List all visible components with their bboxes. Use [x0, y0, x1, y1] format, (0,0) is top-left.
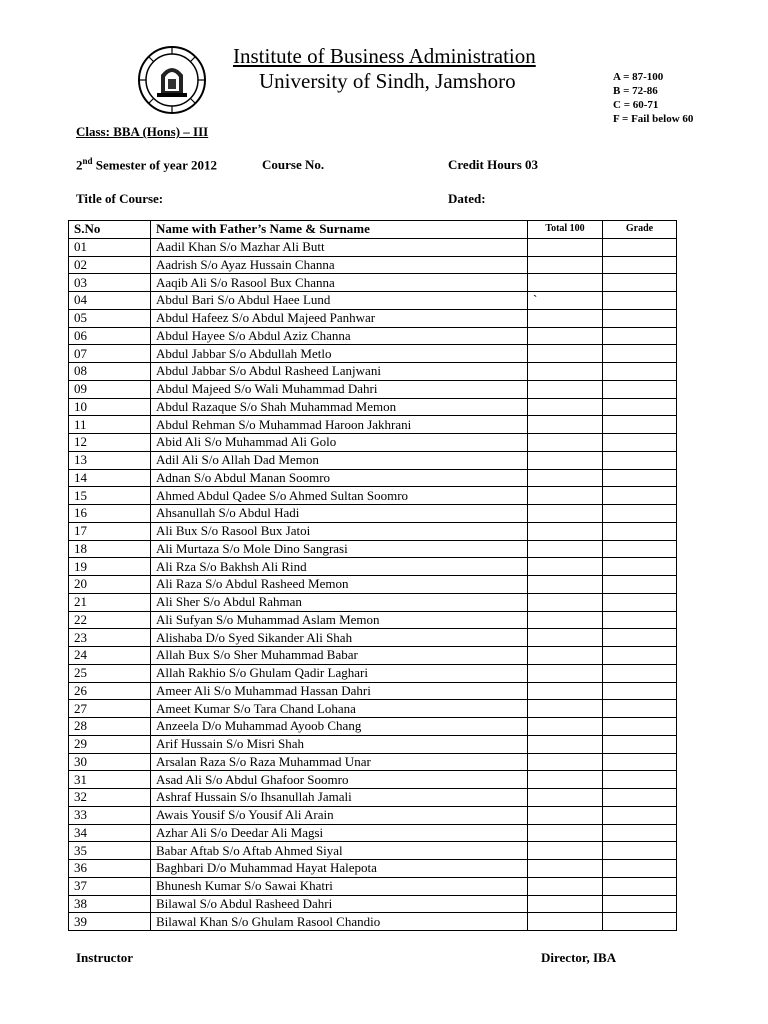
row-total-cell	[528, 611, 603, 629]
row-sno: 33	[69, 806, 151, 824]
row-total-cell	[528, 700, 603, 718]
row-sno: 17	[69, 522, 151, 540]
row-grade-cell	[603, 274, 677, 292]
row-student-name: Ameet Kumar S/o Tara Chand Lohana	[151, 700, 528, 718]
row-student-name: Abid Ali S/o Muhammad Ali Golo	[151, 434, 528, 452]
row-sno: 16	[69, 505, 151, 523]
row-total-cell	[528, 345, 603, 363]
row-sno: 02	[69, 256, 151, 274]
semester-suffix: nd	[82, 156, 93, 166]
row-total-cell	[528, 238, 603, 256]
row-grade-cell	[603, 842, 677, 860]
table-row	[69, 647, 677, 665]
table-row	[69, 451, 677, 469]
grade-legend-f: F = Fail below 60	[613, 113, 694, 125]
row-sno: 18	[69, 540, 151, 558]
row-sno: 23	[69, 629, 151, 647]
row-grade-cell	[603, 682, 677, 700]
table-row	[69, 434, 677, 452]
row-grade-cell	[603, 718, 677, 736]
table-row	[69, 398, 677, 416]
row-total-cell	[528, 487, 603, 505]
col-header-total: Total 100	[528, 221, 603, 239]
row-grade-cell	[603, 593, 677, 611]
row-student-name: Abdul Razaque S/o Shah Muhammad Memon	[151, 398, 528, 416]
row-sno: 04	[69, 292, 151, 310]
row-total-cell	[528, 363, 603, 381]
table-row	[69, 522, 677, 540]
row-total-cell	[528, 380, 603, 398]
row-total-cell	[528, 522, 603, 540]
row-grade-cell	[603, 487, 677, 505]
row-student-name: Ali Sufyan S/o Muhammad Aslam Memon	[151, 611, 528, 629]
row-grade-cell	[603, 309, 677, 327]
semester-line	[76, 156, 217, 173]
row-total-cell	[528, 824, 603, 842]
row-student-name: Bhunesh Kumar S/o Sawai Khatri	[151, 877, 528, 895]
row-student-name: Alishaba D/o Syed Sikander Ali Shah	[151, 629, 528, 647]
row-total-cell	[528, 398, 603, 416]
course-title-label: Title of Course:	[76, 191, 164, 206]
table-row	[69, 380, 677, 398]
row-total-cell	[528, 256, 603, 274]
row-sno: 32	[69, 789, 151, 807]
semester-number: 2	[76, 157, 83, 173]
row-student-name: Allah Bux S/o Sher Muhammad Babar	[151, 647, 528, 665]
row-student-name: Aadrish S/o Ayaz Hussain Channa	[151, 256, 528, 274]
row-sno: 25	[69, 664, 151, 682]
table-row	[69, 771, 677, 789]
row-student-name: Ahsanullah S/o Abdul Hadi	[151, 505, 528, 523]
table-row	[69, 593, 677, 611]
row-total-cell	[528, 558, 603, 576]
table-row	[69, 789, 677, 807]
row-sno: 06	[69, 327, 151, 345]
row-student-name: Bilawal Khan S/o Ghulam Rasool Chandio	[151, 913, 528, 931]
grade-legend-a: A = 87-100	[613, 71, 664, 83]
row-sno: 37	[69, 877, 151, 895]
institute-title: Institute of Business Administration	[233, 44, 536, 68]
row-total-cell	[528, 505, 603, 523]
row-total-cell	[528, 274, 603, 292]
row-grade-cell	[603, 345, 677, 363]
row-sno: 36	[69, 860, 151, 878]
row-sno: 38	[69, 895, 151, 913]
row-sno: 15	[69, 487, 151, 505]
row-sno: 14	[69, 469, 151, 487]
row-total-cell	[528, 753, 603, 771]
row-sno: 28	[69, 718, 151, 736]
row-total-cell	[528, 416, 603, 434]
row-grade-cell	[603, 913, 677, 931]
dated-label: Dated:	[448, 191, 486, 206]
row-total-cell	[528, 434, 603, 452]
row-sno: 01	[69, 238, 151, 256]
table-row	[69, 682, 677, 700]
row-sno: 24	[69, 647, 151, 665]
table-row	[69, 363, 677, 381]
row-grade-cell	[603, 700, 677, 718]
row-grade-cell	[603, 877, 677, 895]
row-grade-cell	[603, 292, 677, 310]
row-grade-cell	[603, 469, 677, 487]
row-sno: 26	[69, 682, 151, 700]
row-student-name: Allah Rakhio S/o Ghulam Qadir Laghari	[151, 664, 528, 682]
row-sno: 30	[69, 753, 151, 771]
row-grade-cell	[603, 416, 677, 434]
row-student-name: Ali Sher S/o Abdul Rahman	[151, 593, 528, 611]
table-row	[69, 824, 677, 842]
row-total-cell	[528, 806, 603, 824]
row-grade-cell	[603, 540, 677, 558]
row-grade-cell	[603, 895, 677, 913]
row-grade-cell	[603, 238, 677, 256]
table-row	[69, 895, 677, 913]
table-row	[69, 558, 677, 576]
row-student-name: Adnan S/o Abdul Manan Soomro	[151, 469, 528, 487]
row-student-name: Ali Murtaza S/o Mole Dino Sangrasi	[151, 540, 528, 558]
row-total-cell	[528, 647, 603, 665]
table-row	[69, 416, 677, 434]
row-sno: 27	[69, 700, 151, 718]
row-grade-cell	[603, 434, 677, 452]
row-total-cell	[528, 913, 603, 931]
row-grade-cell	[603, 558, 677, 576]
row-sno: 19	[69, 558, 151, 576]
row-student-name: Ali Raza S/o Abdul Rasheed Memon	[151, 576, 528, 594]
table-row	[69, 505, 677, 523]
row-sno: 21	[69, 593, 151, 611]
row-sno: 35	[69, 842, 151, 860]
row-student-name: Bilawal S/o Abdul Rasheed Dahri	[151, 895, 528, 913]
row-sno: 13	[69, 451, 151, 469]
row-student-name: Adil Ali S/o Allah Dad Memon	[151, 451, 528, 469]
row-sno: 29	[69, 735, 151, 753]
table-row	[69, 487, 677, 505]
table-row	[69, 842, 677, 860]
row-student-name: Aaqib Ali S/o Rasool Bux Channa	[151, 274, 528, 292]
table-row	[69, 327, 677, 345]
row-grade-cell	[603, 664, 677, 682]
row-student-name: Awais Yousif S/o Yousif Ali Arain	[151, 806, 528, 824]
row-total-cell	[528, 576, 603, 594]
row-student-name: Ashraf Hussain S/o Ihsanullah Jamali	[151, 789, 528, 807]
table-row	[69, 753, 677, 771]
table-row	[69, 611, 677, 629]
table-row	[69, 256, 677, 274]
col-header-grade: Grade	[603, 221, 677, 239]
row-sno: 20	[69, 576, 151, 594]
table-row	[69, 860, 677, 878]
row-grade-cell	[603, 451, 677, 469]
row-total-cell	[528, 735, 603, 753]
row-sno: 08	[69, 363, 151, 381]
row-grade-cell	[603, 860, 677, 878]
row-total-cell	[528, 629, 603, 647]
table-row	[69, 806, 677, 824]
grade-legend	[613, 70, 693, 126]
row-total-cell	[528, 540, 603, 558]
row-total-cell	[528, 309, 603, 327]
table-row	[69, 309, 677, 327]
row-student-name: Arsalan Raza S/o Raza Muhammad Unar	[151, 753, 528, 771]
table-header-row	[69, 221, 677, 239]
class-line: Class: BBA (Hons) – III	[76, 124, 209, 139]
table-row	[69, 877, 677, 895]
row-grade-cell	[603, 380, 677, 398]
table-row	[69, 913, 677, 931]
row-grade-cell	[603, 505, 677, 523]
row-grade-cell	[603, 771, 677, 789]
row-grade-cell	[603, 256, 677, 274]
semester-text: Semester of year 2012	[92, 157, 217, 173]
table-row	[69, 469, 677, 487]
row-sno: 12	[69, 434, 151, 452]
table-row	[69, 576, 677, 594]
grade-legend-c: C = 60-71	[613, 99, 659, 111]
row-total-cell	[528, 664, 603, 682]
row-student-name: Asad Ali S/o Abdul Ghafoor Soomro	[151, 771, 528, 789]
row-total-cell	[528, 771, 603, 789]
row-total-cell	[528, 860, 603, 878]
row-student-name: Abdul Jabbar S/o Abdul Rasheed Lanjwani	[151, 363, 528, 381]
row-student-name: Azhar Ali S/o Deedar Ali Magsi	[151, 824, 528, 842]
row-total-cell	[528, 682, 603, 700]
row-sno: 05	[69, 309, 151, 327]
row-grade-cell	[603, 735, 677, 753]
row-sno: 39	[69, 913, 151, 931]
course-number-label: Course No.	[262, 157, 325, 172]
row-total-cell	[528, 451, 603, 469]
university-title: University of Sindh, Jamshoro	[259, 69, 516, 93]
row-total-cell	[528, 895, 603, 913]
row-sno: 34	[69, 824, 151, 842]
row-student-name: Arif Hussain S/o Misri Shah	[151, 735, 528, 753]
row-student-name: Ahmed Abdul Qadee S/o Ahmed Sultan Soomro	[151, 487, 528, 505]
grade-legend-b: B = 72-86	[613, 85, 658, 97]
row-sno: 10	[69, 398, 151, 416]
row-grade-cell	[603, 753, 677, 771]
row-grade-cell	[603, 629, 677, 647]
row-total-cell	[528, 842, 603, 860]
row-grade-cell	[603, 327, 677, 345]
row-total-cell	[528, 327, 603, 345]
row-total-cell	[528, 718, 603, 736]
table-row	[69, 238, 677, 256]
row-total-cell	[528, 593, 603, 611]
table-row	[69, 629, 677, 647]
director-signature-label: Director, IBA	[541, 950, 617, 965]
row-student-name: Abdul Bari S/o Abdul Haee Lund	[151, 292, 528, 310]
row-student-name: Baghbari D/o Muhammad Hayat Halepota	[151, 860, 528, 878]
row-sno: 09	[69, 380, 151, 398]
table-row	[69, 735, 677, 753]
row-student-name: Abdul Jabbar S/o Abdullah Metlo	[151, 345, 528, 363]
table-row	[69, 664, 677, 682]
row-student-name: Ameer Ali S/o Muhammad Hassan Dahri	[151, 682, 528, 700]
row-grade-cell	[603, 824, 677, 842]
row-student-name: Aadil Khan S/o Mazhar Ali Butt	[151, 238, 528, 256]
row-student-name: Ali Rza S/o Bakhsh Ali Rind	[151, 558, 528, 576]
row-total-cell	[528, 877, 603, 895]
row-student-name: Abdul Hafeez S/o Abdul Majeed Panhwar	[151, 309, 528, 327]
row-student-name: Babar Aftab S/o Aftab Ahmed Siyal	[151, 842, 528, 860]
row-sno: 11	[69, 416, 151, 434]
col-header-name: Name with Father’s Name & Surname	[151, 221, 528, 239]
table-row	[69, 540, 677, 558]
row-grade-cell	[603, 789, 677, 807]
row-student-name: Ali Bux S/o Rasool Bux Jatoi	[151, 522, 528, 540]
row-sno: 22	[69, 611, 151, 629]
row-sno: 07	[69, 345, 151, 363]
student-roll-table	[68, 220, 677, 931]
row-grade-cell	[603, 576, 677, 594]
table-row	[69, 700, 677, 718]
table-row	[69, 345, 677, 363]
row-student-name: Abdul Majeed S/o Wali Muhammad Dahri	[151, 380, 528, 398]
row-grade-cell	[603, 806, 677, 824]
university-crest-icon	[137, 45, 207, 115]
row-sno: 03	[69, 274, 151, 292]
row-grade-cell	[603, 363, 677, 381]
col-header-sno: S.No	[69, 221, 151, 239]
row-student-name: Anzeela D/o Muhammad Ayoob Chang	[151, 718, 528, 736]
row-grade-cell	[603, 522, 677, 540]
row-grade-cell	[603, 647, 677, 665]
table-row	[69, 292, 677, 310]
row-total-cell	[528, 789, 603, 807]
row-total-cell	[528, 469, 603, 487]
row-grade-cell	[603, 398, 677, 416]
row-student-name: Abdul Rehman S/o Muhammad Haroon Jakhrani	[151, 416, 528, 434]
instructor-signature-label: Instructor	[76, 950, 134, 965]
row-total-cell: `	[528, 292, 603, 310]
row-grade-cell	[603, 611, 677, 629]
row-sno: 31	[69, 771, 151, 789]
table-row	[69, 718, 677, 736]
table-row	[69, 274, 677, 292]
row-student-name: Abdul Hayee S/o Abdul Aziz Channa	[151, 327, 528, 345]
credit-hours: Credit Hours 03	[448, 157, 539, 172]
